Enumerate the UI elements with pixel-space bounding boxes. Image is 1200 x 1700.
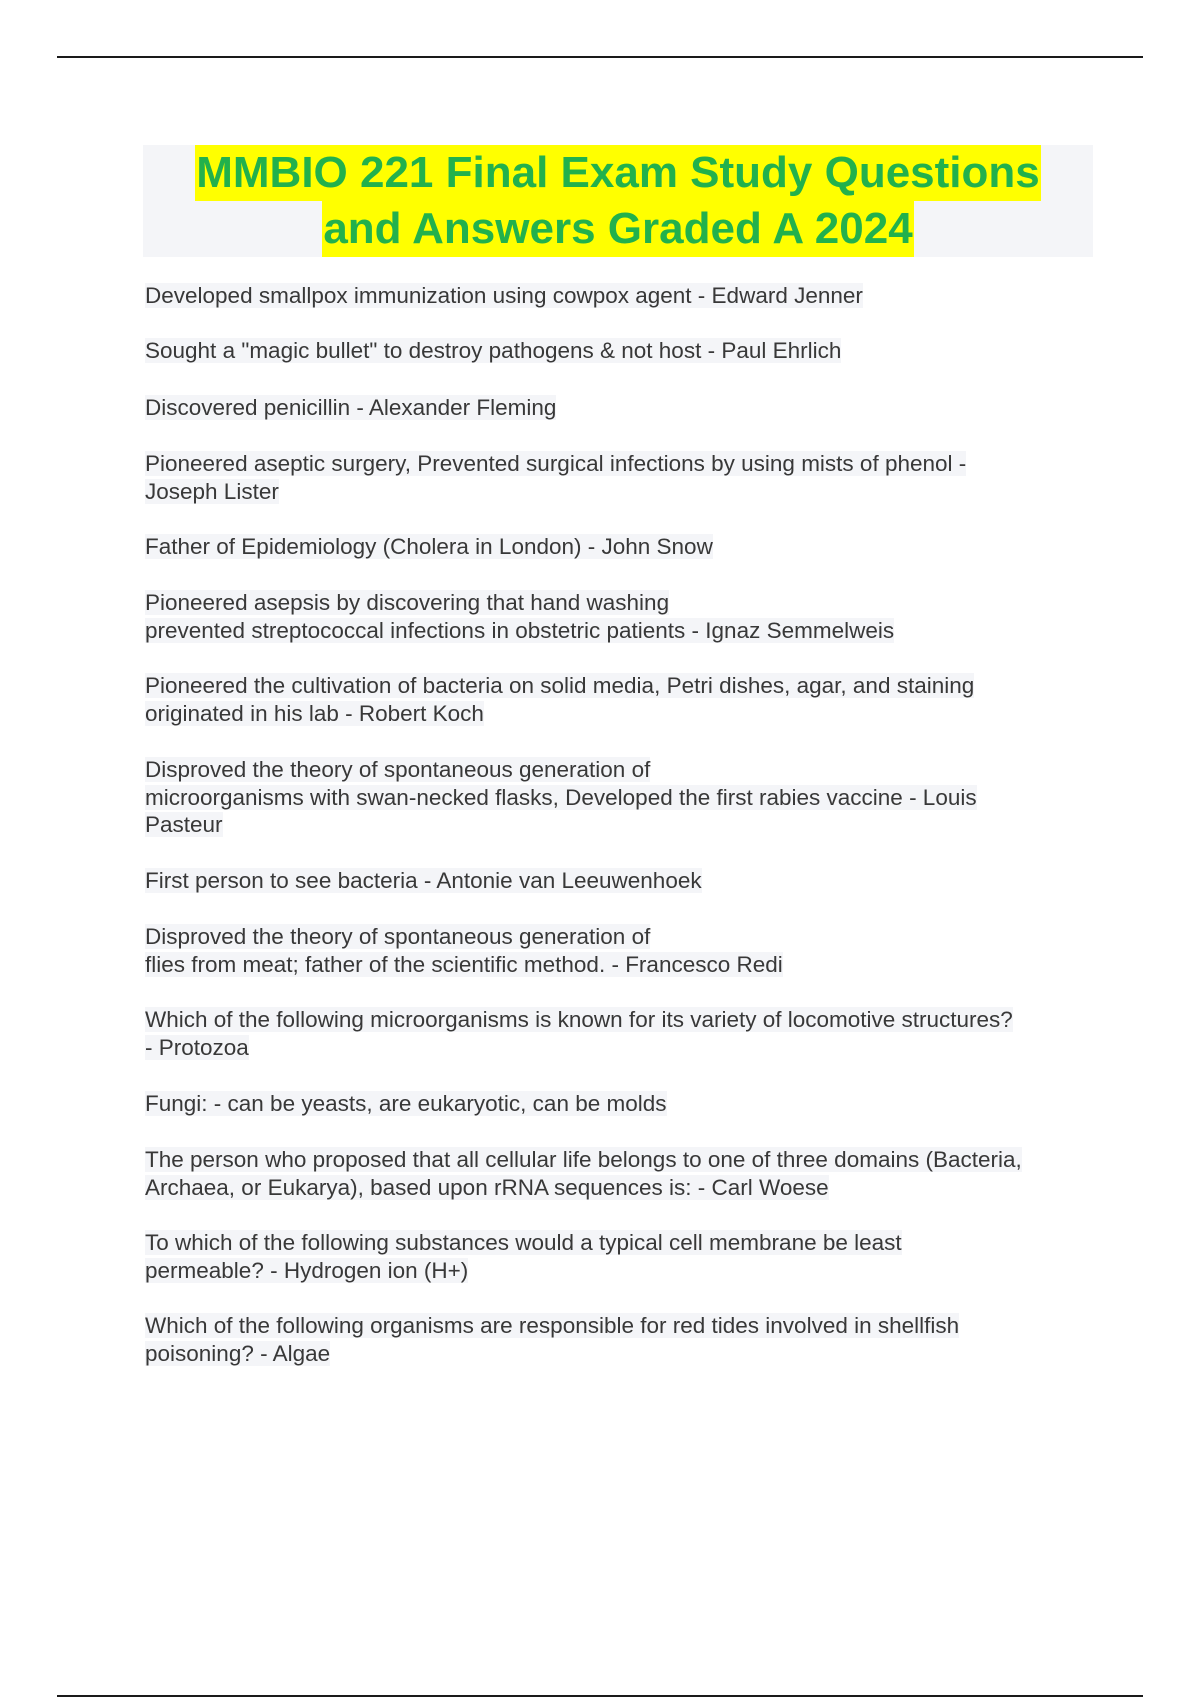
qa-item: [145, 867, 702, 895]
qa-item: [145, 1090, 667, 1118]
qa-text: Disproved the theory of spontaneous generation of flies from meat; father of the scientific method. - Francesco Redi: [145, 924, 783, 977]
qa-text: First person to see bacteria - Antonie van Leeuwenhoek: [145, 868, 702, 893]
qa-item: [145, 589, 894, 644]
qa-text: Father of Epidemiology (Cholera in London) - John Snow: [145, 534, 713, 559]
page-title-line-2: and Answers Graded A 2024: [322, 201, 913, 257]
qa-item: [145, 923, 783, 978]
qa-text: Sought a "magic bullet" to destroy pathogens & not host - Paul Ehrlich: [145, 338, 842, 363]
qa-text: Developed smallpox immunization using cowpox agent - Edward Jenner: [145, 283, 863, 308]
page-title-line-1: MMBIO 221 Final Exam Study Questions: [195, 145, 1041, 201]
qa-item: [145, 1312, 959, 1367]
qa-item: [145, 672, 974, 727]
qa-item: [145, 533, 713, 561]
top-rule: [57, 56, 1143, 58]
qa-text: Fungi: - can be yeasts, are eukaryotic, can be molds: [145, 1091, 667, 1116]
title-block: [143, 145, 1093, 257]
qa-text: Pioneered the cultivation of bacteria on solid media, Petri dishes, agar, and staining originated in his lab - Robert Koch: [145, 673, 975, 726]
qa-text: To which of the following substances would a typical cell membrane be least permeable? - Hydrogen ion (H+): [145, 1230, 902, 1283]
qa-item: [145, 1006, 1013, 1061]
qa-item: [145, 282, 863, 310]
qa-text: Which of the following organisms are responsible for red tides involved in shellfish poisoning? - Algae: [145, 1313, 960, 1366]
qa-item: [145, 756, 977, 839]
qa-text: Discovered penicillin - Alexander Fleming: [145, 395, 557, 420]
qa-item: [145, 394, 556, 422]
qa-item: [145, 1229, 902, 1284]
qa-item: [145, 337, 841, 365]
bottom-rule: [57, 1695, 1143, 1697]
qa-text: The person who proposed that all cellular life belongs to one of three domains (Bacteria, Archaea, or Eukarya), based upon rRNA sequences is: - Carl Woese: [145, 1147, 1022, 1200]
qa-text: Disproved the theory of spontaneous generation of microorganisms with swan-necked flasks, Developed the first rabies vaccine - Louis Pasteur: [145, 757, 977, 837]
qa-item: [145, 450, 966, 505]
qa-text: Which of the following microorganisms is known for its variety of locomotive structures? - Protozoa: [145, 1007, 1013, 1060]
qa-text: Pioneered aseptic surgery, Prevented surgical infections by using mists of phenol - Joseph Lister: [145, 451, 967, 504]
qa-item: [145, 1146, 1022, 1201]
qa-text: Pioneered asepsis by discovering that hand washing prevented streptococcal infections in obstetric patients - Ignaz Semmelweis: [145, 590, 895, 643]
